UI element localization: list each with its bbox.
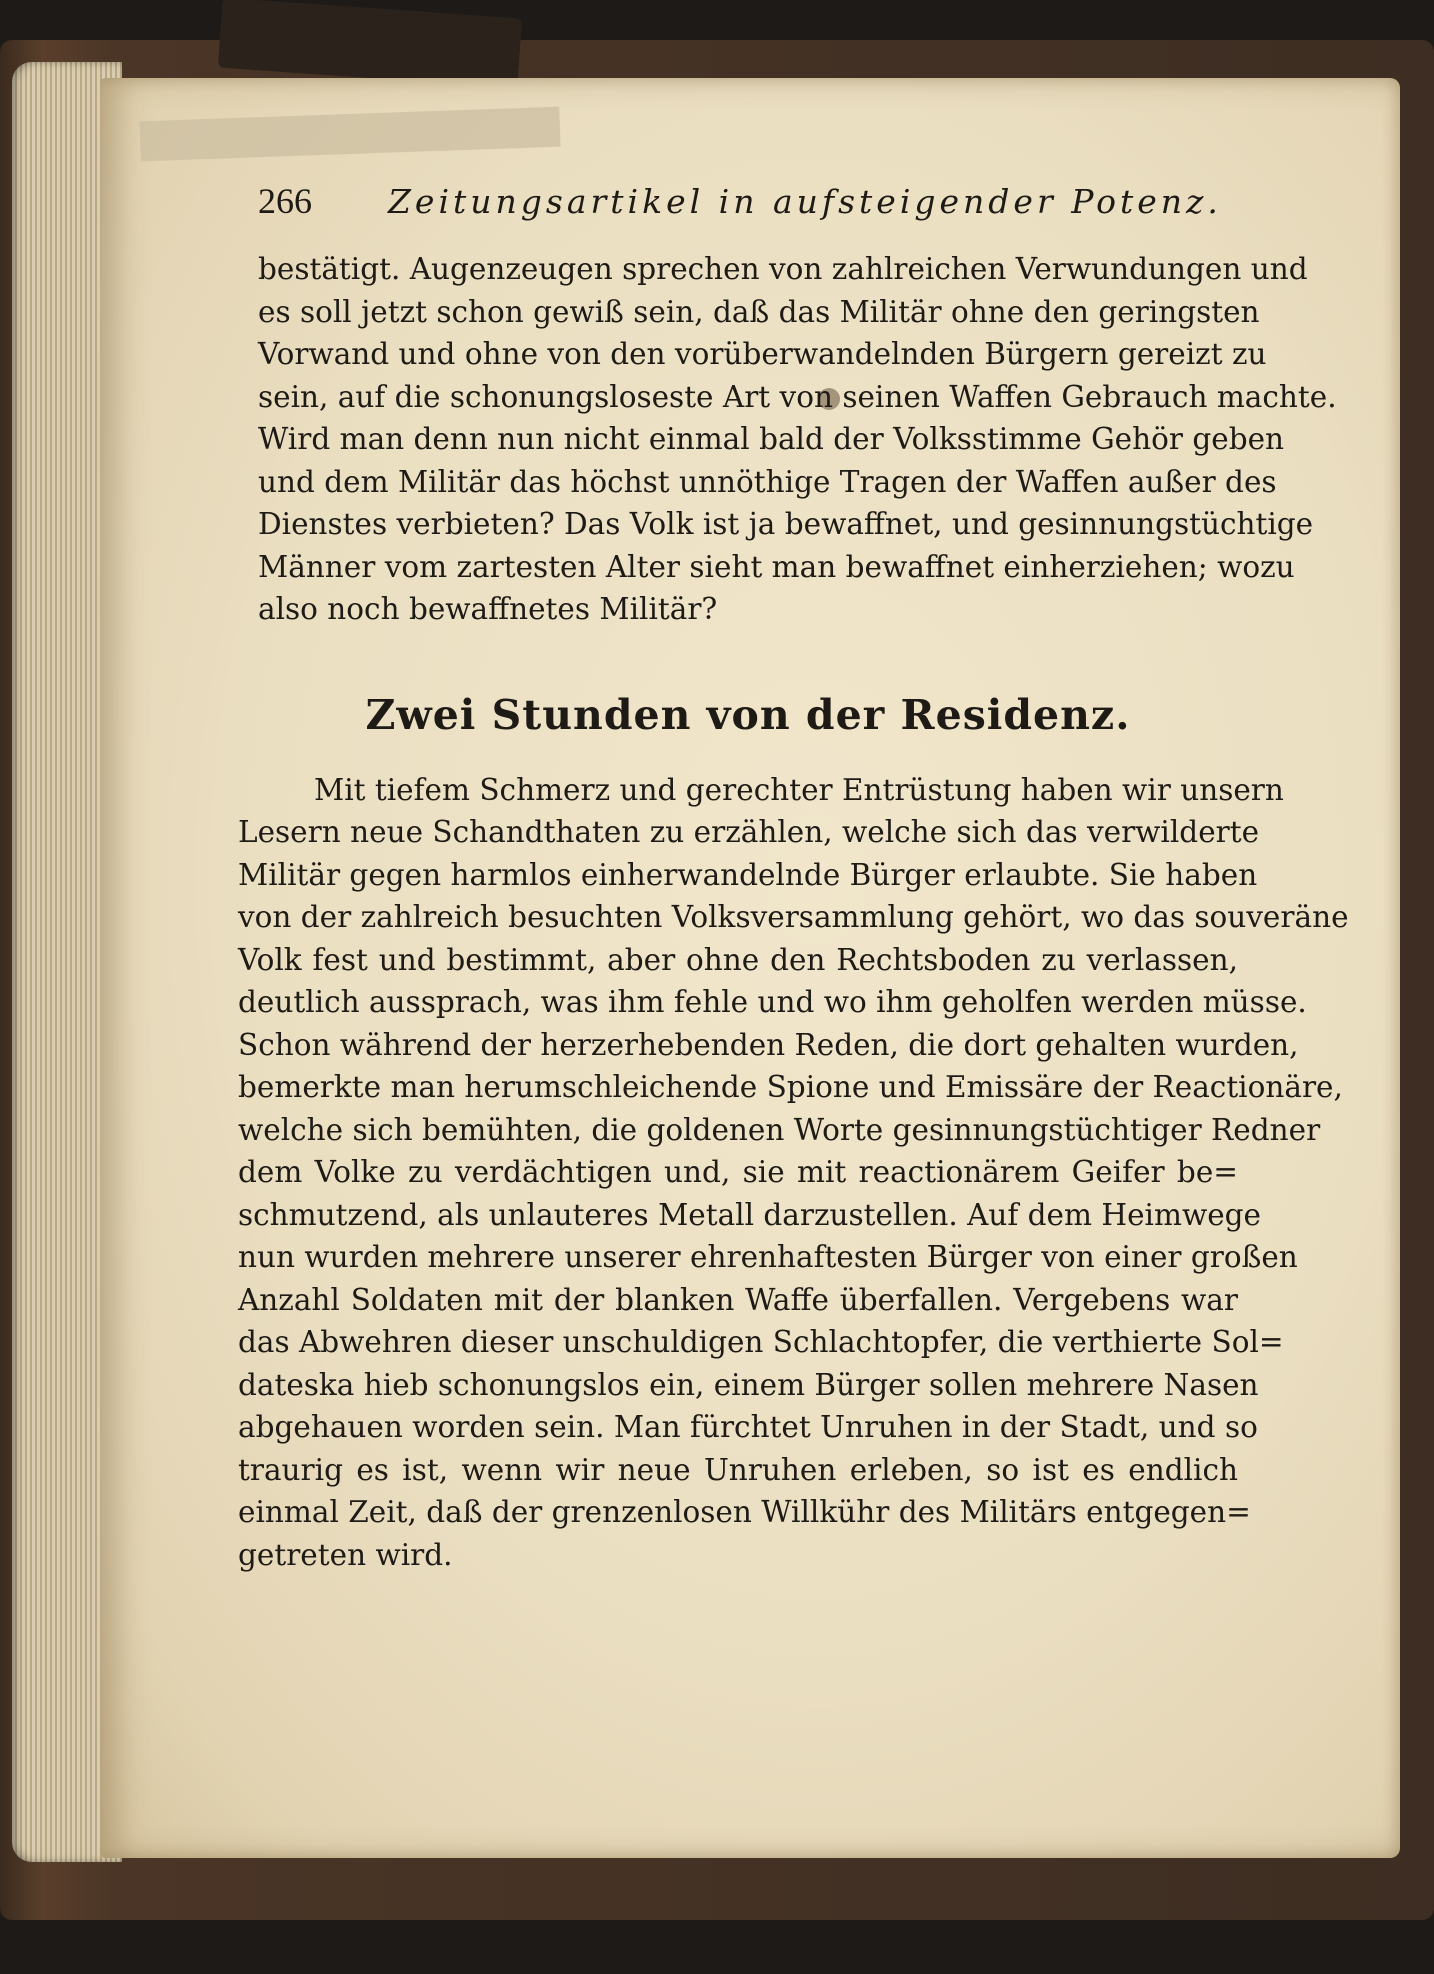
text-line: abgehauen worden sein. Man fürchtet Unruhen in der Stadt, und so: [238, 1410, 1258, 1444]
text-line: Volk fest und bestimmt, aber ohne den Rechtsboden zu verlassen,: [238, 942, 1238, 977]
page-number: 266: [258, 181, 312, 221]
text-line: Militär gegen harmlos einherwandelnde Bürger erlaubte. Sie haben: [238, 857, 1258, 892]
section-paragraph: [238, 769, 1349, 1577]
text-line: welche sich bemühten, die goldenen Worte gesinnungstüchtiger Redner: [238, 1112, 1321, 1147]
text-line: und dem Militär das höchst unnöthige Tragen der Waffen außer des: [258, 464, 1277, 499]
text-line: es soll jetzt schon gewiß sein, daß das Militär ohne den geringsten: [258, 294, 1260, 329]
torn-page-edge: [139, 107, 560, 162]
text-line: Anzahl Soldaten mit der blanken Waffe überfallen. Vergebens war: [238, 1282, 1238, 1317]
text-line: Wird man denn nun nicht einmal bald der Volksstimme Gehör geben: [258, 422, 1285, 456]
text-line: dateska hieb schonungslos ein, einem Bürger sollen mehrere Nasen: [238, 1367, 1259, 1402]
text-line: Mit tiefem Schmerz und gerechter Entrüstung haben wir unsern: [314, 772, 1284, 807]
text-line: traurig es ist, wenn wir neue Unruhen erleben, so ist es endlich: [238, 1452, 1238, 1487]
text-line: von der zahlreich besuchten Volksversammlung gehört, wo das souveräne: [238, 900, 1349, 934]
text-line: schmutzend, als unlauteres Metall darzustellen. Auf dem Heimwege: [238, 1197, 1262, 1232]
running-title: Zeitungsartikel in aufsteigender Potenz.: [388, 182, 1222, 221]
text-line: dem Volke zu verdächtigen und, sie mit reactionärem Geifer be=: [238, 1155, 1238, 1189]
paragraph-continued: [258, 248, 1337, 631]
running-head: [258, 180, 1258, 222]
text-line: bestätigt. Augenzeugen sprechen von zahlreichen Verwundungen und: [258, 252, 1308, 286]
text-line: getreten wird.: [238, 1537, 453, 1572]
page-content: [238, 180, 1349, 1576]
text-line: das Abwehren dieser unschuldigen Schlachtopfer, die verthierte Sol=: [238, 1325, 1284, 1359]
text-line: sein, auf die schonungsloseste Art von seinen Waffen Gebrauch machte.: [258, 379, 1337, 414]
text-line: Schon während der herzerhebenden Reden, die dort gehalten wurden,: [238, 1027, 1299, 1062]
text-line: also noch bewaffnetes Militär?: [258, 592, 718, 626]
text-line: deutlich aussprach, was ihm fehle und wo ihm geholfen werden müsse.: [238, 985, 1307, 1019]
section-heading: Zwei Stunden von der Residenz.: [365, 690, 1131, 739]
text-line: Dienstes verbieten? Das Volk ist ja bewaffnet, und gesinnungstüchtige: [258, 507, 1314, 541]
text-line: Lesern neue Schandthaten zu erzählen, welche sich das verwilderte: [238, 815, 1260, 849]
text-line: Männer vom zartesten Alter sieht man bewaffnet einherziehen; wozu: [258, 549, 1295, 584]
text-line: einmal Zeit, daß der grenzenlosen Willkühr des Militärs entgegen=: [238, 1495, 1251, 1529]
text-line: nun wurden mehrere unserer ehrenhaftesten Bürger von einer großen: [238, 1240, 1298, 1274]
text-line: bemerkte man herumschleichende Spione und Emissäre der Reactionäre,: [238, 1070, 1343, 1104]
text-line: Vorwand und ohne von den vorüberwandelnden Bürgern gereizt zu: [258, 337, 1267, 371]
